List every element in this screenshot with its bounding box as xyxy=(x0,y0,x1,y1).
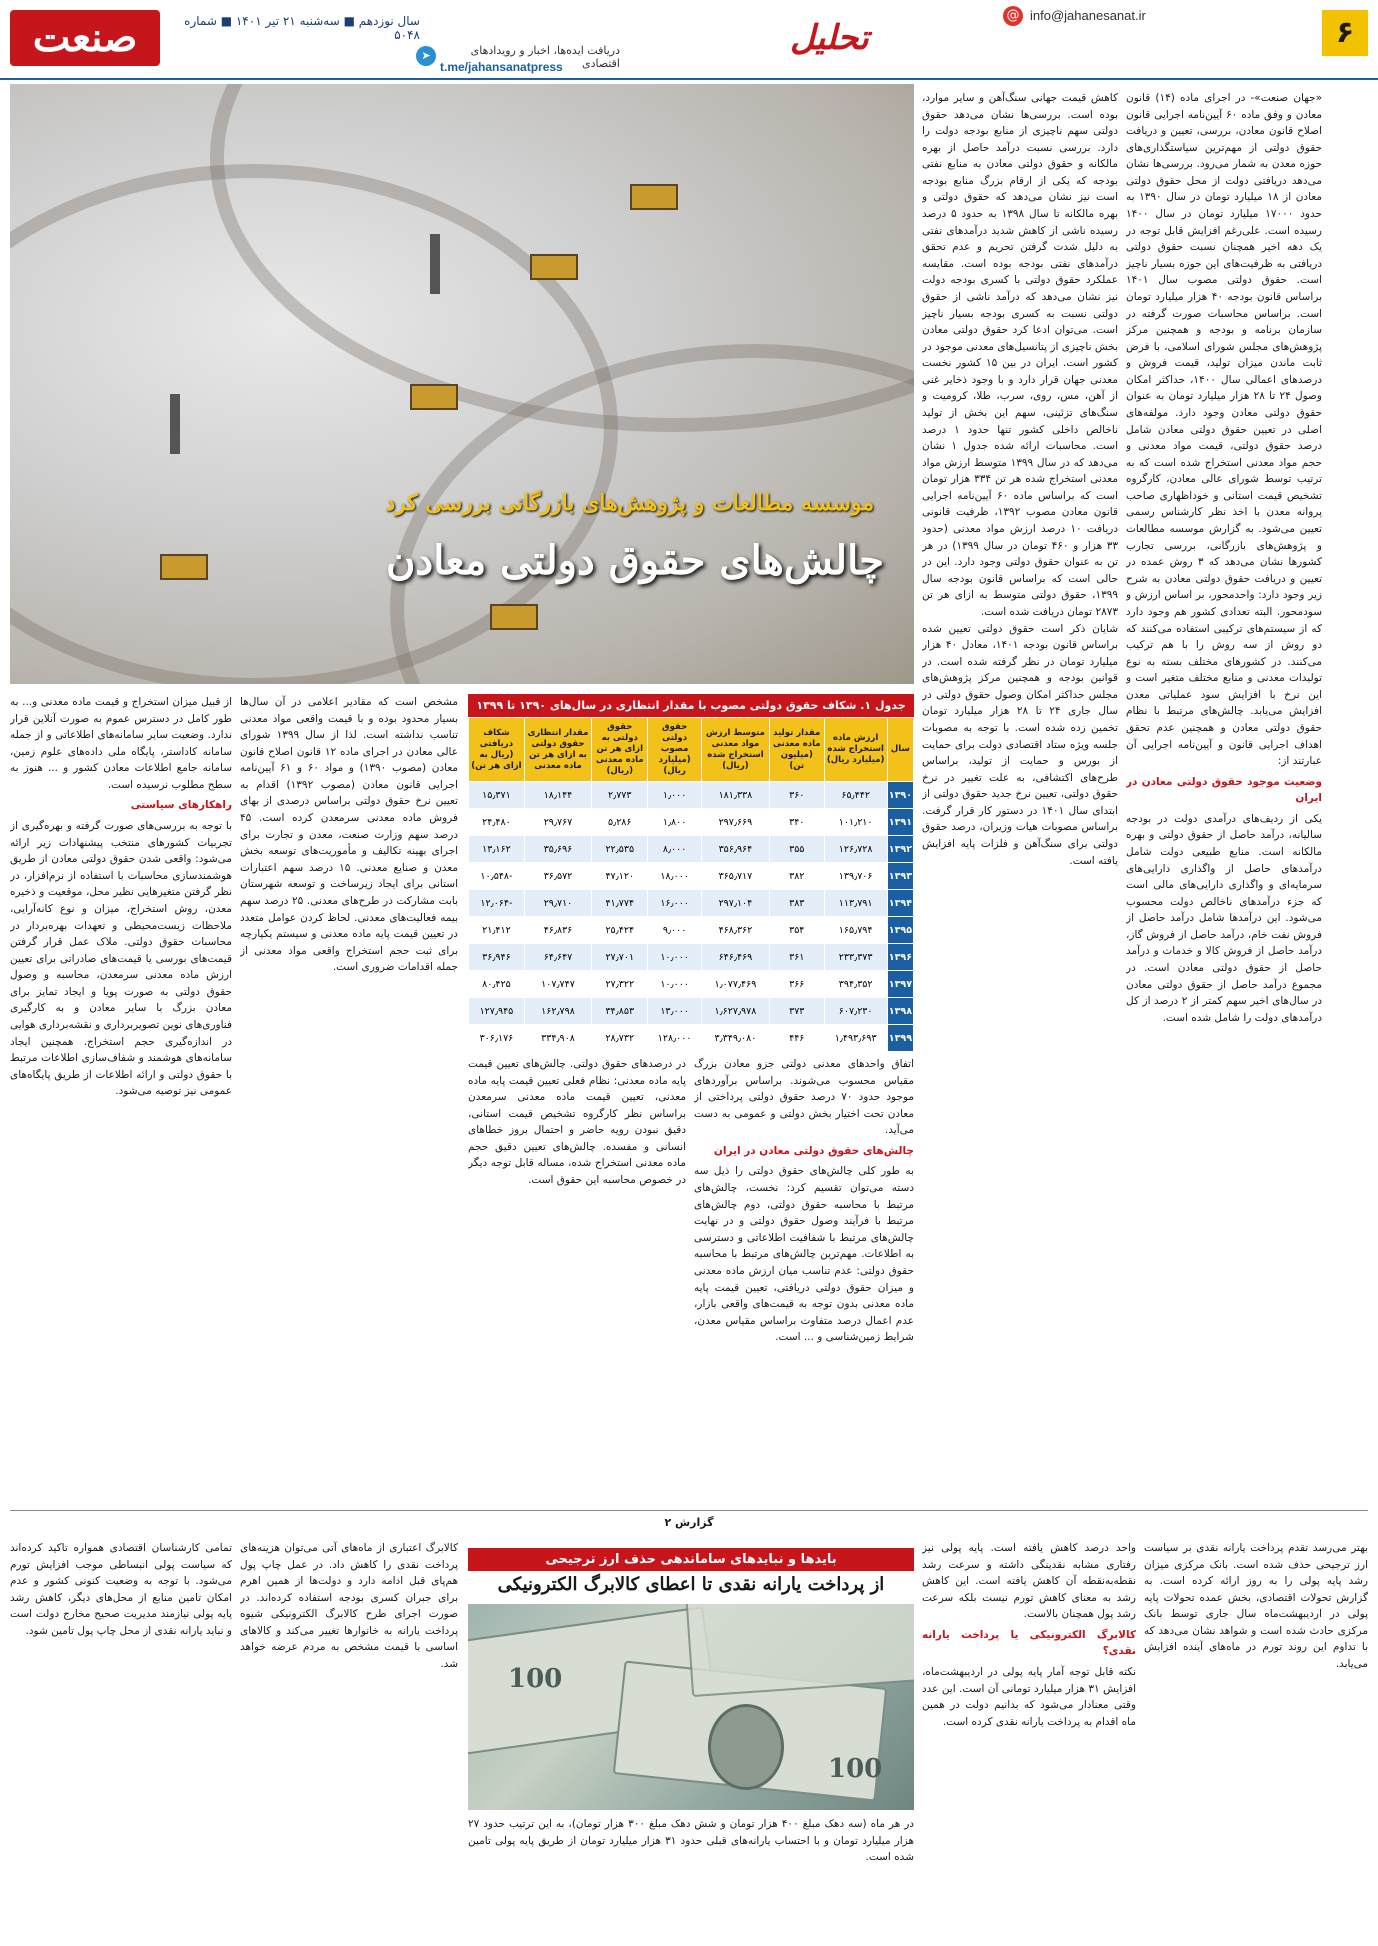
table-row xyxy=(469,944,914,971)
table-cell: ۱۰۷٫۷۴۷ xyxy=(524,971,591,998)
table-cell: ۱۱۳٫۷۹۱ xyxy=(824,890,887,917)
report-column-2 xyxy=(922,1540,1136,1936)
table-cell: ۳۹۴٫۳۵۲ xyxy=(824,971,887,998)
table-cell: ۱۳٫۱۶۲ xyxy=(469,836,525,863)
column-text: کالابرگ اعتباری از ماه‌های آتی می‌توان هزینه‌های پرداخت نقدی را کاهش داد. در عمل چاپ پول هم‌پای قبل ادامه دارد و دولت‌ها از همین اهرم برای جبران کسری بودجه استفاده کرده‌اند. در صورت اجرای طرح کالابرگ الکترونیکی شیوه پرداخت یارانه به خانوارها تغییر می‌کند و کالاهای اساسی با قیمت مشخص به مردم عرضه خواهد شد. xyxy=(240,1542,458,1671)
column-text: شایان ذکر است حقوق دولتی تعیین شده براساس قانون بودجه ۱۴۰۱، معادل ۴۰ هزار میلیارد تومان در نظر گرفته شده است. در قوانین بودجه و همچنین مرکز پژوهش‌های مجلس حداکثر امکان وصول حقوق دولتی در سال جاری ۲۴ تا ۲۸ هزار میلیارد تومان تخمین زده شده است. با توجه به مصوبات جلسه ویژه ستاد اقتصادی دولت برای حمایت از بورس و حمایت از تولید، براساس طرح‌های اکتشافی، به علت تغییر در نرخ حقوق دولتی، تعیین نرخ جدید حقوق دولتی از ابتدای سال ۱۴۰۱ در دستور کار قرار گرفت. براساس مصوبات هیات وزیران، درصد حقوق دولتی برای سنگ‌آهن و فلزات پایه افزایش یافته است. xyxy=(922,622,1118,867)
table-cell: ۳۸۳ xyxy=(770,890,825,917)
table-cell: ۲۲٫۵۳۵ xyxy=(592,836,648,863)
table-cell: ۳۶۵٫۷۱۷ xyxy=(701,863,769,890)
table-cell: ۳۶۶ xyxy=(770,971,825,998)
banknote-denomination: 100 xyxy=(828,1754,883,1784)
column-header: سال xyxy=(887,718,913,782)
table-cell: ۱۳٫۰۰۰ xyxy=(648,998,701,1025)
column-text: به طور کلی چالش‌های حقوق دولتی را ذیل سه دسته می‌توان تقسیم کرد: نخست، چالش‌های مرتبط با محاسبه حقوق دولتی، دوم چالش‌های مرتبط با فرآیند وصول حقوق دولتی و در نهایت چالش‌های مرتبط با شفافیت اطلاعاتی و دسترسی به اطلاعات. مهم‌ترین چالش‌های مرتبط با محاسبه حقوق دولتی: عدم تناسب میان ارزش ماده معدنی و میزان حقوق دولتی دریافتی، تعیین قیمت پایه ماده معدنی بدون توجه به قیمت‌های واقعی بازار، عدم اعمال درصد متفاوت براساس مقیاس معدن، شرایط زمین‌شناسی و ... است. xyxy=(694,1165,914,1344)
table-cell: ۴۱٫۷۷۴ xyxy=(592,890,648,917)
mine-photo xyxy=(10,84,914,684)
year-cell: ۱۳۹۹ xyxy=(887,1025,913,1052)
table-cell: ۵٫۲۸۶ xyxy=(592,809,648,836)
column-header: مقدار تولید ماده معدنی (میلیون تن) xyxy=(770,718,825,782)
table-header-row xyxy=(469,718,914,782)
table-cell: ۱٫۶۲۷٫۹۷۸ xyxy=(701,998,769,1025)
newspaper-logo: صنعت xyxy=(10,10,160,66)
report-column-1 xyxy=(1144,1540,1368,1936)
table-cell: ۱٫۸۰۰ xyxy=(648,809,701,836)
table-cell: ۳۶٫۹۴۶ xyxy=(469,944,525,971)
table-cell: ۱۶۲٫۷۹۸ xyxy=(524,998,591,1025)
article-column-4 xyxy=(468,1056,686,1500)
column-text: نکته قابل توجه آمار پایه پولی در اردیبهشت‌ماه، افزایش ۳۱ هزار میلیارد تومانی آن است. این عدد وقتی معنادار می‌شود که بدانیم دولت در همین ماه اقدام به پرداخت یارانه نقدی کرده است. xyxy=(922,1666,1136,1728)
table-cell: ۶۵٫۴۴۲ xyxy=(824,782,887,809)
table-row xyxy=(469,917,914,944)
email-address[interactable]: info@jahanesanat.ir xyxy=(1030,8,1146,23)
data-table xyxy=(468,717,914,1052)
telegram-icon: ➤ xyxy=(416,46,436,66)
table-cell: ۲۴٫۴۸۰ xyxy=(469,809,525,836)
table-cell: ۳۶٫۵۷۲ xyxy=(524,863,591,890)
table-cell: ۶۰۷٫۲۳۰ xyxy=(824,998,887,1025)
table-cell: ۲۹٫۷۶۷ xyxy=(524,809,591,836)
column-header: متوسط ارزش مواد معدنی استخراج شده (ریال) xyxy=(701,718,769,782)
table-cell: ۱۰٫۰۰۰ xyxy=(648,971,701,998)
table-cell: ۳۰۶٫۱۷۶ xyxy=(469,1025,525,1052)
table-cell: ۱۸٫۰۰۰ xyxy=(648,863,701,890)
column-text: بهتر می‌رسد تقدم پرداخت یارانه نقدی بر سیاست ارز ترجیحی حذف شده است. بانک مرکزی میزان رشد پایه پولی را به روز ارائه کرده است. به گزارش تحولات اقتصادی، بخش عمده تحولات پایه پولی در اردیبهشت‌ماه سال جاری توسط بانک مرکزی حادث شده است و شواهد نشان می‌دهد که با تداوم این روند تورم در ماه‌های آینده افزایش می‌یابد. xyxy=(1144,1542,1368,1671)
subheading: چالش‌های حقوق دولتی معادن در ایران xyxy=(713,1144,914,1157)
table-cell: ۲۸٫۷۳۲ xyxy=(592,1025,648,1052)
section-divider xyxy=(10,1510,1368,1511)
dump-truck xyxy=(410,384,458,410)
page-number: ۶ xyxy=(1322,10,1368,56)
dump-truck xyxy=(630,184,678,210)
table-cell: ۴۶٫۸۳۶ xyxy=(524,917,591,944)
table-1 xyxy=(468,694,914,1052)
banknote-denomination: 100 xyxy=(508,1664,563,1694)
section-title: تحلیل xyxy=(790,18,869,58)
dump-truck xyxy=(490,604,538,630)
table-cell: ۳۶۰ xyxy=(770,782,825,809)
table-cell: ۱۰٫۰۰۰ xyxy=(648,944,701,971)
subheading: راهکارهای سیاستی xyxy=(130,799,232,812)
year-cell: ۱۳۹۰ xyxy=(887,782,913,809)
table-cell: ۱٫۰۷۷٫۴۶۹ xyxy=(701,971,769,998)
banknote xyxy=(684,1604,914,1697)
telegram-link[interactable]: t.me/jahansanatpress xyxy=(440,60,563,74)
column-header: ارزش ماده استخراج شده (میلیارد ریال) xyxy=(824,718,887,782)
table-cell: -۱۲٫۰۶۴ xyxy=(469,890,525,917)
table-cell: ۲۵٫۴۲۴ xyxy=(592,917,648,944)
table-cell: ۴۴۶ xyxy=(770,1025,825,1052)
column-header: حقوق دولتی به ازای هر تن ماده معدنی (ریال) xyxy=(592,718,648,782)
column-text: اتفاق واحدهای معدنی دولتی جزو معادن بزرگ مقیاس محسوب می‌شوند. براساس برآوردهای موجود حدود ۷۰ درصد حقوق دولتی پرداختی از معادن تحت اختیار بخش دولتی و عمومی به دست می‌آید. xyxy=(694,1058,914,1137)
dump-truck xyxy=(160,554,208,580)
table-cell: ۶۴۶٫۴۶۹ xyxy=(701,944,769,971)
telegram-caption: دریافت ایده‌ها، اخبار و رویدادهای اقتصادی xyxy=(470,44,620,70)
table-cell: ۳۵۶٫۹۶۴ xyxy=(701,836,769,863)
table-cell: ۴۶۸٫۳۶۲ xyxy=(701,917,769,944)
table-cell: ۲۹۷٫۱۰۴ xyxy=(701,890,769,917)
report-column-5 xyxy=(10,1540,232,1936)
table-cell: ۳۸۲ xyxy=(770,863,825,890)
column-text: در هر ماه (سه دهک مبلغ ۴۰۰ هزار تومان و شش دهک مبلغ ۳۰۰ هزار تومان)، به این ترتیب حدود ۲۷ هزار میلیارد تومان و با احتساب یارانه‌های قبلی حدود ۳۱ هزار میلیارد تومان از طریق پایه پولی تامین شده است. xyxy=(468,1818,914,1864)
drill-rig xyxy=(430,234,440,294)
article-column-6 xyxy=(10,694,232,1500)
table-title: جدول ۱. شکاف حقوق دولتی مصوب با مقدار انتظاری در سال‌های ۱۳۹۰ تا ۱۳۹۹ xyxy=(468,694,914,717)
column-header: شکاف دریافتی (ریال به ازای هر تن) xyxy=(469,718,525,782)
table-cell: ۳۵۴ xyxy=(770,917,825,944)
page-header xyxy=(0,0,1378,80)
column-text: واحد درصد کاهش یافته است. پایه پولی نیز رفتاری مشابه نقدینگی داشته و سرعت رشد نقطه‌به‌نقطه آن کاهش یافته است. این کاهش رشد به معنای کاهش تورم نیست بلکه سرعت رشد پول همچنان بالاست. xyxy=(922,1542,1136,1621)
table-cell: ۲٫۷۷۳ xyxy=(592,782,648,809)
table-cell: ۳۵۵ xyxy=(770,836,825,863)
table-cell: ۸۰٫۴۲۵ xyxy=(469,971,525,998)
table-cell: ۳٫۳۴۹٫۰۸۰ xyxy=(701,1025,769,1052)
report-column-4 xyxy=(240,1540,458,1936)
headline-title: چالش‌های حقوق دولتی معادن xyxy=(386,537,884,584)
column-text: «جهان صنعت»- در اجرای ماده (۱۴) قانون معادن و وفق ماده ۶۰ آیین‌نامه اجرایی قانون اصلاح قانون معادن، بررسی، تعیین و دریافت حقوق دولتی از مهم‌ترین سیاستگذاری‌های حوزه معدن به شمار می‌رود. بررسی‌ها نشان می‌دهد دریافتی دولت از محل حقوق دولتی معادن از ۱۸ میلیارد تومان در سال ۱۳۹۰ به حدود ۱۷۰۰۰ میلیارد تومان در سال ۱۴۰۰ رسیده است. علی‌رغم افزایش قابل توجه در یک دهه اخیر همچنان نسبت حقوق دولتی دریافتی به ظرفیت‌های این حوزه بسیار ناچیز است. حقوق دولتی مصوب سال ۱۴۰۱ براساس قانون بودجه ۴۰ هزار میلیارد تومان است. براساس محاسبات صورت گرفته در سازمان برنامه و بودجه و همچنین مرکز پژوهش‌های مجلس شورای اسلامی، با فرض ثابت ماندن میزان تولید، قیمت فروش و درصدهای اعمالی سال ۱۴۰۰، حداکثر امکان وصول ۲۴ تا ۲۸ هزار میلیارد تومان به عنوان حقوق دولتی معادن وجود دارد. مولفه‌های اصلی در تعیین حقوق دولتی معادن شامل درصد حقوق دولتی، قیمت مواد معدنی و حجم مواد معدنی استخراج شده است که به ترتیب توسط شورای عالی معادن، کارگروه تشخیص قیمت استانی و خوداظهاری صاحب پروانه معدن با اخذ نظر کارشناس رسمی تعیین می‌شود. به گزارش موسسه مطالعات و پژوهش‌های بازرگانی، بررسی تجارب کشورها نشان می‌دهد که ۳ روش عمده در تعیین و دریافت حقوق دولتی معادن به شرح زیر وجود دارد: واحدمحور، بر اساس ارزش و سودمحور. البته تعدادی کشور هم وجود دارد که از سیستم‌های ترکیبی استفاده می‌کنند که دو روش از سه روش را با هم ترکیب می‌کنند. در کشورهای مختلف بسته به نوع تولیدات معدنی و منابع مختلف متغیر است و این نرخ با افزایش سود عملیاتی معدن افزایش می‌یابد. چالش‌های مرتبط با نظام حقوق دولتی معادن و همچنین عدم تحقق اهداف اجرایی قانون و آیین‌نامه اجرایی آن عبارتند از: xyxy=(1126,92,1322,768)
year-cell: ۱۳۹۲ xyxy=(887,836,913,863)
article-column-2 xyxy=(922,90,1118,1500)
issue-info: سال نوزدهم ■ سه‌شنبه ۲۱ تیر ۱۴۰۱ ■ شماره ۵۰۴۸ xyxy=(184,14,420,42)
column-text: مشخص است که مقادیر اعلامی در آن سال‌ها بسیار محدود بوده و با قیمت واقعی مواد معدنی تناسب نداشته است. لذا از سال ۱۳۹۹ شورای عالی معادن در اجرای ماده ۱۲ قانون اصلاح قانون معادن (مصوب ۱۳۹۰) و مواد ۶۰ و ۶۱ آیین‌نامه اجرایی قانون معادن (مصوب ۱۳۹۲) اقدام به تعیین نرخ حقوق دولتی براساس درصدی از بهای فروش ماده معدنی سرمعدن کرده است. ۴۵ درصد سهم وزارت صنعت، معدن و تجارت برای اجرای بهینه تکالیف و مأموریت‌های توسعه بخش معدن و صنایع معدنی. ۱۵ درصد سهم اعتبارات استانی برای ایجاد زیرساخت و توسعه شهرستان بابت مشارکت در طرح‌های معدنی. ۲۵ درصد سهم بیمه فعالیت‌های معدنی. لحاظ کردن عوامل متعدد در تعیین قیمت پایه ماده معدنی و سیستم یکپارچه برای ثبت حجم استخراج واقعی مواد معدنی از جمله اقدامات ضروری است. xyxy=(240,696,458,974)
table-cell: ۱۲۷٫۹۴۵ xyxy=(469,998,525,1025)
table-row xyxy=(469,863,914,890)
column-text: کاهش قیمت جهانی سنگ‌آهن و سایر موارد، بوده است. بررسی‌ها نشان می‌دهد حقوق دولتی سهم ناچیزی از منابع بودجه دولت را دارد. بررسی نسبت درآمد حاصل از بهره مالکانه و حقوق دولتی معادن به منابع نفتی بودجه که یکی از ارقام بزرگ منابع بودجه است نیز نشان می‌دهد که حقوق دولتی و بهره مالکانه تا سال ۱۳۹۸ به حدود ۵ درصد رسیده ناشی از کاهش شدید درآمدهای نفتی به دلیل شدت گرفتن تحریم و عدم تحقق درآمدهای نفتی بودجه بوده است. مقایسه عملکرد حقوق دولتی با کسری بودجه دولت نیز نشان می‌دهد که درآمد ناشی از حقوق دولتی نسبت به کسری بودجه بسیار ناچیز است. می‌توان ادعا کرد حقوق دولتی معادن بخش ناچیزی از پتانسیل‌های معدنی موجود در کشور است. ایران در بین ۱۵ کشور نخست معدنی جهان قرار دارد و با وجود ذخایر غنی از آهن، مس، روی، سرب، طلا، کرومیت و سنگ‌های تزئینی، سهم این بخش از تولید ناخالص داخلی کشور تنها حدود ۱ درصد است. محاسبات ارائه شده جدول ۱ نشان می‌دهد که در سال ۱۳۹۹ متوسط ارزش مواد معدنی استخراج شده هر تن ۳۳۴ هزار تومان است که براساس ماده ۶۰ آیین‌نامه اجرایی قانون معادن مصوب ۱۳۹۲، ظرفیت قانونی دریافت ۱۰ درصد ارزش مواد معدنی (حدود ۳۳ هزار و ۴۶۰ تومان در سال ۱۳۹۹) در هر تن به عنوان حقوق دولتی وجود دارد. این در حالی است که براساس قانون بودجه سال ۱۳۹۹، حقوق دولتی متوسط به ازای هر تن ۲۸۷۳ تومان دریافت شده است. xyxy=(922,92,1118,618)
year-cell: ۱۳۹۴ xyxy=(887,890,913,917)
table-cell: ۶۴٫۶۴۷ xyxy=(524,944,591,971)
table-cell: ۲۷٫۳۲۲ xyxy=(592,971,648,998)
subheading: وضعیت موجود حقوق دولتی معادن در ایران xyxy=(1126,775,1322,805)
report-column-3 xyxy=(468,1816,914,1936)
year-cell: ۱۳۹۵ xyxy=(887,917,913,944)
headline-kicker: موسسه مطالعات و پژوهش‌های بازرگانی بررسی کرد xyxy=(385,490,874,516)
table-cell: ۱۲۸٫۰۰۰ xyxy=(648,1025,701,1052)
table-cell: ۳۷۳ xyxy=(770,998,825,1025)
year-cell: ۱۳۹۷ xyxy=(887,971,913,998)
report-title: از پرداخت یارانه نقدی تا اعطای کالابرگ الکترونیکی xyxy=(497,1574,885,1595)
table-cell: ۱۵٫۳۷۱ xyxy=(469,782,525,809)
column-text: یکی از ردیف‌های درآمدی دولت در بودجه سالیانه، درآمد حاصل از حقوق دولتی و بهره مالکانه است. منابع طبیعی دولت شامل درآمدهای حاصل از واگذاری دارایی‌های سرمایه‌ای و واگذاری دارایی‌های مالی است که جزء درآمدهای ناخالص دولت محسوب می‌شود. این درآمدها شامل درآمد حاصل از فروش نفت خام، درآمد حاصل از فروش گاز، درآمد حاصل از فروش کالا و خدمات و درآمد حاصل از حقوق دولتی معادن است. در مجموع درآمد حاصل از حقوق دولتی معادن در سال‌های اخیر سهم کمتر از ۲ درصد از کل درآمدهای دولت را شامل شده است. xyxy=(1126,812,1322,1024)
table-cell: ۳۶۱ xyxy=(770,944,825,971)
table-cell: ۲۹۷٫۶۶۹ xyxy=(701,809,769,836)
table-cell: ۱۶٫۰۰۰ xyxy=(648,890,701,917)
column-text: از قبیل میزان استخراج و قیمت ماده معدنی و... به طور کامل در دسترس عموم به صورت آنلاین قرار ندارد. وضعیت سایر سامانه‌های اطلاعاتی و از جمله سامانه کاداستر، پایگاه ملی داده‌های علوم زمین، سامانه جامع اطلاعات معادن کشور و ... هنوز به سطح مطلوب نرسیده است. xyxy=(10,696,232,791)
year-cell: ۱۳۹۳ xyxy=(887,863,913,890)
email-icon: @ xyxy=(1003,6,1023,26)
table-row xyxy=(469,809,914,836)
article-column-3 xyxy=(694,1056,914,1500)
article-column-5 xyxy=(240,694,458,1500)
table-cell: ۲۷٫۷۰۱ xyxy=(592,944,648,971)
drill-rig xyxy=(170,394,180,454)
table-cell: ۴۷٫۱۲۰ xyxy=(592,863,648,890)
report-tag: گزارش ۲ xyxy=(664,1516,714,1529)
table-cell: ۳۳۴٫۹۰۸ xyxy=(524,1025,591,1052)
article-column-1 xyxy=(1126,90,1322,1500)
table-row xyxy=(469,782,914,809)
table-cell: ۱۲۶٫۷۲۸ xyxy=(824,836,887,863)
table-row xyxy=(469,1025,914,1052)
table-row xyxy=(469,971,914,998)
table-cell: ۹٫۰۰۰ xyxy=(648,917,701,944)
column-header: حقوق دولتی مصوب (میلیارد ریال) xyxy=(648,718,701,782)
table-cell: ۱٫۴۹۳٫۶۹۳ xyxy=(824,1025,887,1052)
dump-truck xyxy=(530,254,578,280)
table-cell: ۳۴۰ xyxy=(770,809,825,836)
table-cell: ۳۴٫۸۵۳ xyxy=(592,998,648,1025)
table-cell: ۱۰۱٫۲۱۰ xyxy=(824,809,887,836)
table-cell: ۱۶۵٫۷۹۴ xyxy=(824,917,887,944)
year-cell: ۱۳۹۱ xyxy=(887,809,913,836)
column-text: با توجه به بررسی‌های صورت گرفته و بهره‌گیری از تجربیات کشورهای منتخب پیشنهادات زیر ارائه می‌شود: واقعی شدن حقوق دولتی معادن از طریق هوشمندسازی محاسبات با استفاده از نرم‌افزار، در نظر گرفتن متغیرهایی نظیر محل، موقعیت و ذخیره معدن، روش استخراج، میزان و نوع کانه‌آرایی، ملاحظات زیست‌محیطی و تعهدات بهره‌بردار در محاسبات حقوق دولتی. ملاک عمل قرار گرفتن قیمت‌های بورسی یا قیمت‌های صادراتی برای تعیین ارزش ماده معدنی سرمعدن، محاسبه و وصول حقوق دولتی به صورت پویا و ایجاد تمایز برای معادن بزرگ با سایر معادن و به کارگیری فناوری‌های نوین تصویربرداری و نقشه‌برداری هوایی در اندازه‌گیری حجم استخراج. همچنین ایجاد سامانه‌های هوشمند و شفاف‌سازی اطلاعات مرتبط با حقوق دولتی و ارائه اطلاعات از طریق پایگاه‌های عمومی نیز توصیه می‌شود. xyxy=(10,820,232,1098)
subheading: کالابرگ الکترونیکی یا پرداخت یارانه نقدی؟ xyxy=(922,1628,1136,1658)
table-cell: ۲۹٫۷۱۰ xyxy=(524,890,591,917)
banknote-portrait xyxy=(708,1704,784,1790)
table-cell: ۲۳۳٫۳۷۳ xyxy=(824,944,887,971)
year-cell: ۱۳۹۶ xyxy=(887,944,913,971)
column-header: مقدار انتظاری حقوق دولتی به ازای هر تن ماده معدنی xyxy=(524,718,591,782)
table-cell: ۸٫۰۰۰ xyxy=(648,836,701,863)
banknotes-photo xyxy=(468,1604,914,1810)
year-cell: ۱۳۹۸ xyxy=(887,998,913,1025)
column-text: در درصدهای حقوق دولتی. چالش‌های تعیین قیمت پایه ماده معدنی: نظام فعلی تعیین قیمت پایه ماده معدنی، تعیین قیمت ماده معدنی سرمعدن براساس نظر کارگروه تشخیص قیمت استانی، دقیق نبودن رویه حاضر و احتمال بروز خطاهای انسانی و مفسده. چالش‌های تعیین دقیق حجم ماده معدنی استخراج شده، مساله قابل توجه دیگر در خصوص محاسبه این حقوق است. xyxy=(468,1058,686,1187)
column-text: تمامی کارشناسان اقتصادی همواره تاکید کرده‌اند که سیاست پولی انبساطی موجب افزایش تورم می‌شود. با توجه به وضعیت کنونی کشور و عدم امکان تامین منابع از محل‌های دیگر، کاهش رشد پایه پولی نیازمند مدیریت صحیح مخارج دولت است و نباید یارانه نقدی از محل چاپ پول تامین شود. xyxy=(10,1542,232,1637)
table-cell: ۱۳۹٫۷۰۶ xyxy=(824,863,887,890)
table-row xyxy=(469,890,914,917)
table-cell: -۱۰٫۵۴۸ xyxy=(469,863,525,890)
table-row xyxy=(469,836,914,863)
report-kicker: بایدها و نبایدهای ساماندهی حذف ارز ترجیحی xyxy=(468,1548,914,1571)
table-row xyxy=(469,998,914,1025)
table-cell: ۱٫۰۰۰ xyxy=(648,782,701,809)
table-cell: ۱۸٫۱۴۴ xyxy=(524,782,591,809)
table-cell: ۲۱٫۴۱۲ xyxy=(469,917,525,944)
table-cell: ۱۸۱٫۳۳۸ xyxy=(701,782,769,809)
table-cell: ۳۵٫۶۹۶ xyxy=(524,836,591,863)
